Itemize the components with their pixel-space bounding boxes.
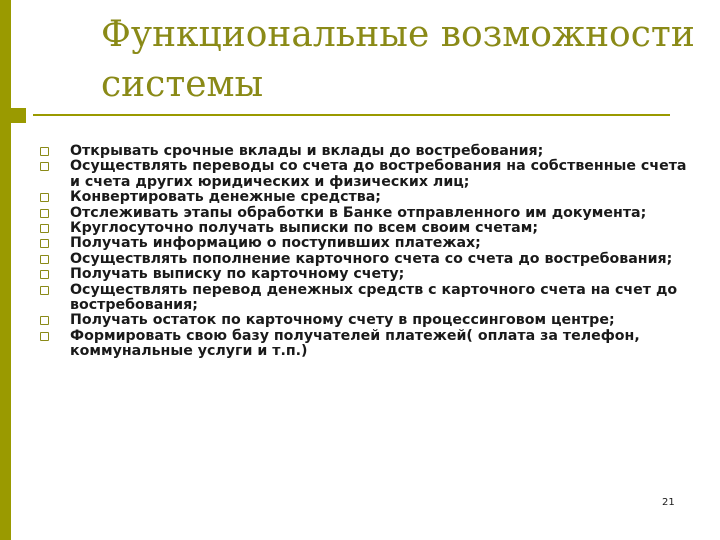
slide-title: Функциональные возможности системы xyxy=(101,14,695,105)
square-bullet-icon xyxy=(40,270,49,279)
list-item xyxy=(38,283,688,314)
list-item xyxy=(38,221,688,236)
square-bullet-icon xyxy=(40,162,49,171)
list-item xyxy=(38,144,688,159)
square-bullet-icon xyxy=(40,147,49,156)
list-item xyxy=(38,329,688,360)
list-item-text: Получать выписку по карточному счету; xyxy=(70,266,405,283)
list-item xyxy=(38,190,688,205)
list-item-text: Формировать свою базу получателей платежей( оплата за телефон, коммунальные услуги и т.п.) xyxy=(70,327,640,360)
square-bullet-icon xyxy=(40,224,49,233)
square-bullet-icon xyxy=(40,286,49,295)
list-item xyxy=(38,267,688,282)
list-item-text: Открывать срочные вклады и вклады до востребования; xyxy=(70,143,544,159)
title-divider xyxy=(33,114,670,116)
list-item-text: Осуществлять переводы со счета до востребования на собственные счета и счета других юридических и физических лиц; xyxy=(70,158,687,190)
list-item-text: Конвертировать денежные средства; xyxy=(70,189,381,206)
square-bullet-icon xyxy=(40,316,49,325)
square-bullet-icon xyxy=(40,193,49,202)
list-item xyxy=(38,206,688,221)
bullet-list xyxy=(38,144,688,360)
list-item-text: Получать остаток по карточному счету в процессинговом центре; xyxy=(70,312,615,329)
list-item-text: Осуществлять перевод денежных средств с карточного счета на счет до востребования; xyxy=(70,281,678,314)
square-bullet-icon xyxy=(40,255,49,264)
list-item xyxy=(38,159,688,190)
square-bullet-icon xyxy=(40,209,49,218)
list-item xyxy=(38,313,688,328)
square-bullet-icon xyxy=(40,239,49,248)
list-item-text: Отслеживать этапы обработки в Банке отправленного им документа; xyxy=(70,204,647,221)
list-item-text: Осуществлять пополнение карточного счета со счета до востребования; xyxy=(70,250,673,267)
left-accent-bar xyxy=(0,0,11,540)
list-item-text: Круглосуточно получать выписки по всем своим счетам; xyxy=(70,220,539,237)
accent-square xyxy=(11,108,26,123)
page-number: 21 xyxy=(662,497,675,508)
square-bullet-icon xyxy=(40,332,49,341)
list-item xyxy=(38,252,688,267)
list-item-text: Получать информацию о поступивших платежах; xyxy=(70,235,481,252)
list-item xyxy=(38,236,688,251)
